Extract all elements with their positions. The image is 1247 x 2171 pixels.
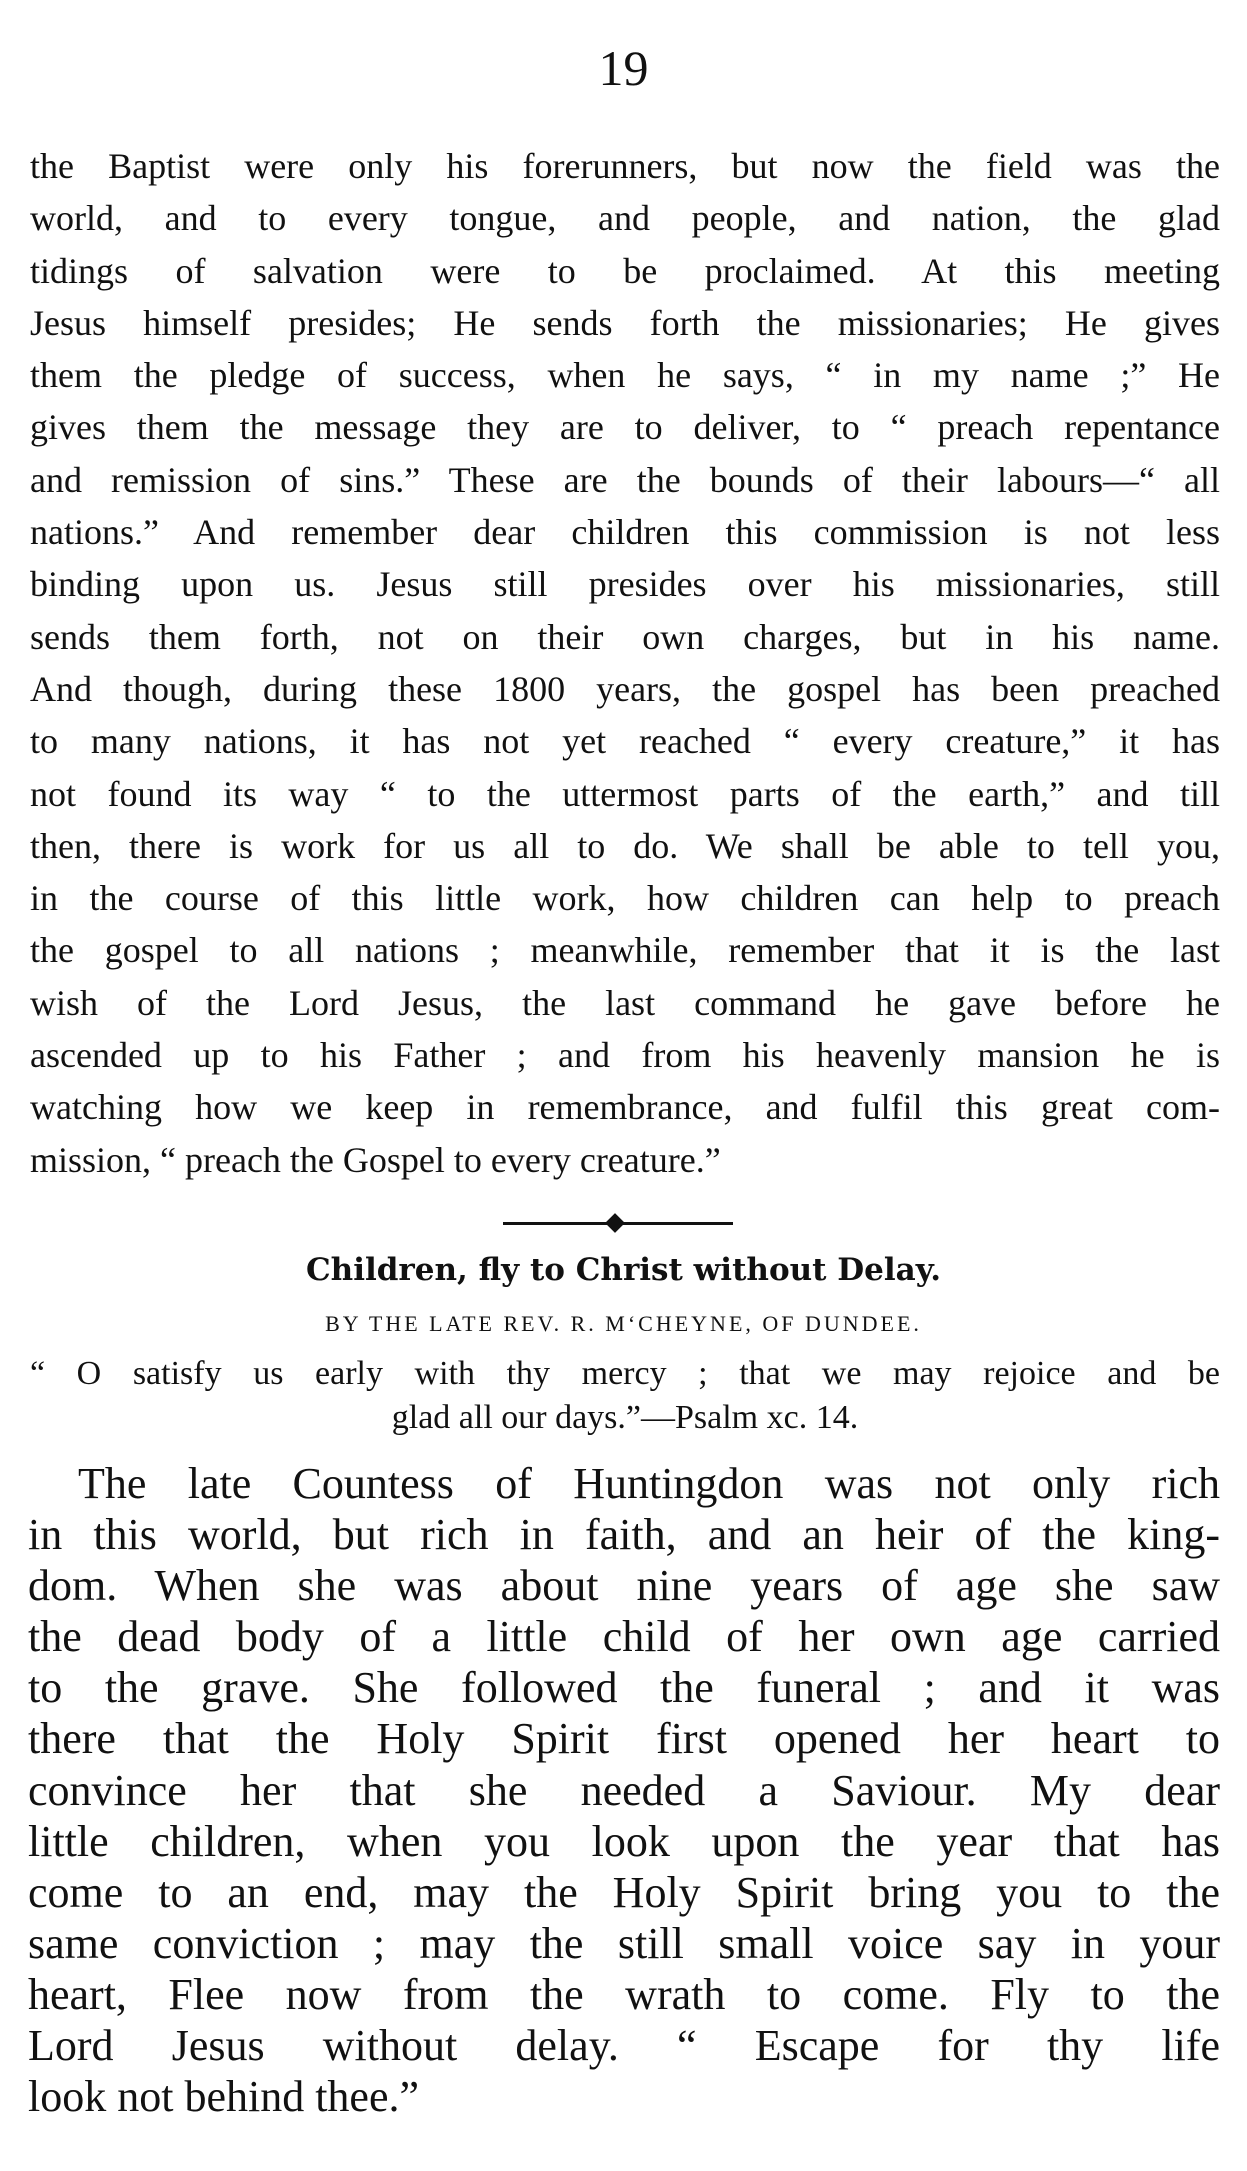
article-line: convince her that she needed a Saviour. My dear bbox=[28, 1765, 1220, 1815]
article-line: come to an end, may the Holy Spirit bring you to the bbox=[28, 1867, 1220, 1917]
article-line: little children, when you look upon the year that has bbox=[28, 1816, 1220, 1866]
article-line: same conviction ; may the still small voice say in your bbox=[28, 1918, 1220, 1968]
passage-line: then, there is work for us all to do. We shall be able to tell you, bbox=[30, 825, 1220, 866]
article-body bbox=[28, 1458, 1220, 2122]
article-line: to the grave. She followed the funeral ; and it was bbox=[28, 1663, 1220, 1713]
epigraph-line: glad all our days.”—Psalm xc. 14. bbox=[391, 1399, 859, 1436]
article-line: dom. When she was about nine years of age she saw bbox=[28, 1561, 1220, 1611]
passage-line: ascended up to his Father ; and from his heavenly mansion he is bbox=[30, 1035, 1220, 1076]
passage-line: watching how we keep in remembrance, and fulfil this great com- bbox=[30, 1087, 1220, 1128]
passage-line: gives them the message they are to deliver, to “ preach repentance bbox=[30, 407, 1220, 448]
epigraph bbox=[30, 1352, 1220, 1440]
section-divider bbox=[503, 1214, 733, 1234]
passage-line: the gospel to all nations ; meanwhile, remember that it is the last bbox=[30, 930, 1220, 971]
article-line: heart, Flee now from the wrath to come. Fly to the bbox=[28, 1969, 1220, 2019]
passage-line: to many nations, it has not yet reached “ every creature,” it has bbox=[30, 721, 1220, 762]
epigraph-line: “ O satisfy us early with thy mercy ; that we may rejoice and be bbox=[30, 1355, 1220, 1392]
passage-line: the Baptist were only his forerunners, but now the field was the bbox=[30, 146, 1220, 186]
passage-line: and remission of sins.” These are the bounds of their labours—“ all bbox=[30, 459, 1220, 500]
passage-line: Jesus himself presides; He sends forth the missionaries; He gives bbox=[30, 302, 1220, 343]
divider-ornament bbox=[605, 1213, 625, 1233]
passage-line: world, and to every tongue, and people, and nation, the glad bbox=[30, 198, 1220, 239]
passage-text bbox=[30, 140, 1220, 1186]
article-line: in this world, but rich in faith, and an heir of the king- bbox=[28, 1510, 1220, 1560]
article-byline: BY THE LATE REV. R. M‘CHEYNE, OF DUNDEE. bbox=[325, 1311, 922, 1336]
article-line: look not behind thee.” bbox=[28, 2072, 420, 2122]
passage-line: tidings of salvation were to be proclaimed. At this meeting bbox=[30, 250, 1220, 291]
article-line: the dead body of a little child of her own age carried bbox=[28, 1612, 1220, 1662]
page-number: 19 bbox=[598, 40, 649, 96]
passage-line: them the pledge of success, when he says, “ in my name ;” He bbox=[30, 355, 1220, 396]
passage-line: nations.” And remember dear children this commission is not less bbox=[30, 512, 1220, 553]
article-line: Lord Jesus without delay. “ Escape for thy life bbox=[28, 2021, 1220, 2071]
passage-line: in the course of this little work, how children can help to preach bbox=[30, 878, 1220, 919]
article-line: there that the Holy Spirit first opened her heart to bbox=[28, 1714, 1220, 1764]
passage-line: binding upon us. Jesus still presides over his missionaries, still bbox=[30, 564, 1220, 605]
passage-line: sends them forth, not on their own charges, but in his name. bbox=[30, 616, 1220, 657]
passage-line: mission, “ preach the Gospel to every creature.” bbox=[30, 1139, 721, 1180]
article-line: The late Countess of Huntingdon was not only rich bbox=[78, 1459, 1220, 1508]
passage-line: wish of the Lord Jesus, the last command he gave before he bbox=[30, 982, 1220, 1023]
passage-line: not found its way “ to the uttermost parts of the earth,” and till bbox=[30, 773, 1220, 814]
passage-line: And though, during these 1800 years, the gospel has been preached bbox=[30, 668, 1220, 709]
article-title: Children, fly to Christ without Delay. bbox=[305, 1252, 941, 1288]
